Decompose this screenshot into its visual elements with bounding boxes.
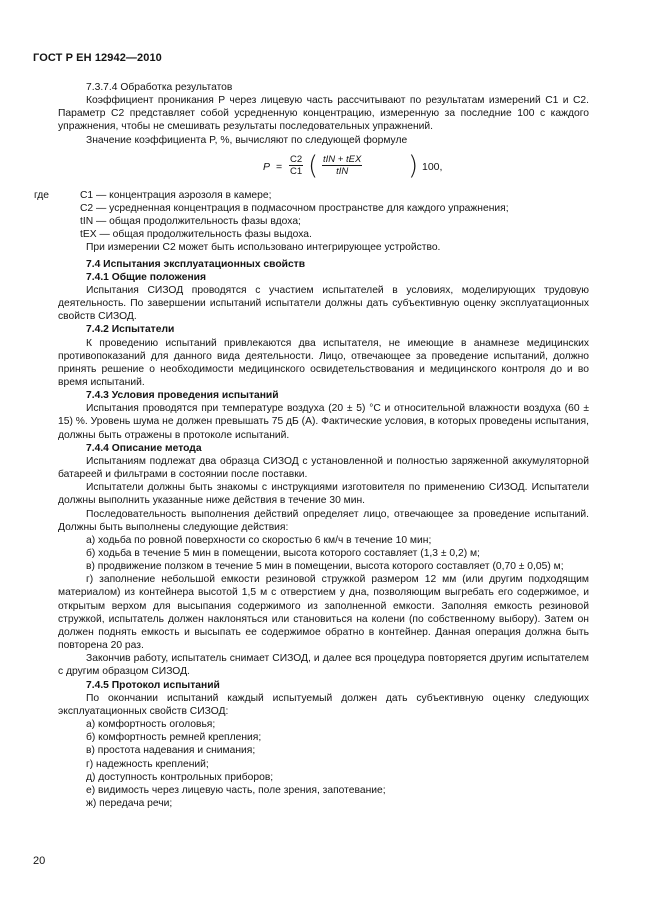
section-heading-7-4: 7.4 Испытания эксплуатационных свойств bbox=[86, 258, 306, 270]
list-item: а) ходьба по ровной поверхности со скоростью 6 км/ч в течение 10 мин; bbox=[86, 534, 432, 546]
section-heading-7-4-2: 7.4.2 Испытатели bbox=[86, 324, 175, 336]
definition-item: C1 — концентрация аэрозоля в камере; bbox=[80, 189, 272, 201]
paragraph: При измерении C2 может быть использовано интегрирующее устройство. bbox=[86, 242, 441, 254]
page-header: ГОСТ Р ЕН 12942—2010 bbox=[33, 52, 162, 64]
formula-c2: C2 bbox=[290, 153, 303, 165]
paragraph: По окончании испытаний каждый испытуемый должен дать субъективную оценку следующих эксплуатационных свойств СИЗОД: bbox=[58, 692, 589, 717]
paragraph: Испытаниям подлежат два образца СИЗОД с установленной и полностью заряженной аккумуляторной батареей и фильтрами в состоянии после поставки. bbox=[58, 455, 589, 481]
formula bbox=[58, 149, 589, 187]
where-label: где bbox=[34, 189, 50, 201]
formula-denominator: tIN bbox=[336, 165, 349, 177]
definitions bbox=[34, 189, 589, 242]
definition-item: tEX — общая продолжительность фазы выдоха. bbox=[80, 229, 312, 241]
list-item: в) продвижение ползком в течение 5 мин в помещении, высота которого составляет (0,70 ± 0,05) м; bbox=[86, 561, 564, 573]
definition-item: C2 — усредненная концентрация в подмасочном пространстве для каждого упражнения; bbox=[80, 202, 509, 214]
formula-c1: C1 bbox=[290, 165, 303, 177]
paragraph: Последовательность выполнения действий определяет лицо, отвечающее за проведение испытаний. Должны быть выполнены следующие действия: bbox=[58, 508, 589, 533]
paragraph: Значение коэффициента P, %, вычисляют по следующей формуле bbox=[86, 134, 408, 146]
list-item: г) заполнение небольшой емкости резиновой стружкой размером 12 мм (или другим подходящим материалом) из контейнера высотой 1,5 м с отверстием у дна, позволяющим выгребать его содержимое, и открытым верхом для высыпания содержимого из заполненной емкости. Заполняя емкость резиновой стружкой, испытатель должен наклоняться или становиться на колени (по собственному выбору). Затем он должен поднять емкость и высыпать ее содержимое обратно в контейнер. Данная операция должна быть повторена 20 раз. bbox=[58, 574, 589, 652]
paragraph: Коэффициент проникания P через лицевую часть рассчитывают по результатам измерений C1 и C2. Параметр C2 представляет собой усредненную концентрацию, измеренную за последние 100 с каждого упражнения, чтобы не смешивать результаты последовательных упражнений. bbox=[58, 95, 589, 133]
paragraph: Испытания проводятся при температуре воздуха (20 ± 5) °С и относительной влажности воздуха (60 ± 15) %. Уровень шума не должен превышать 75 дБ (А). Фактические условия, в которых проведены испытания, должны быть отражены в протоколе испытаний. bbox=[58, 403, 589, 441]
section-heading-7-4-3: 7.4.3 Условия проведения испытаний bbox=[86, 390, 279, 402]
fraction-c2-c1 bbox=[289, 154, 303, 177]
list-item: ж) передача речи; bbox=[86, 797, 173, 809]
formula-numerator: tIN + tEX bbox=[323, 153, 362, 165]
definition-item: tIN — общая продолжительность фазы вдоха; bbox=[80, 216, 301, 228]
page-body bbox=[34, 81, 589, 810]
paragraph: Испытатели должны быть знакомы с инструкциями изготовителя по применению СИЗОД. Испытатели должны выполнить указанные ниже действия в течение 30 мин. bbox=[58, 482, 589, 507]
list-item: д) доступность контрольных приборов; bbox=[86, 771, 274, 783]
list-item: в) простота надевания и снимания; bbox=[86, 745, 256, 757]
formula-equals: = bbox=[276, 160, 283, 173]
formula-left-paren: ( bbox=[308, 150, 319, 181]
formula-hundred: 100, bbox=[422, 160, 443, 173]
list-item: е) видимость через лицевую часть, поле зрения, запотевание; bbox=[86, 784, 386, 796]
section-heading-7-4-1: 7.4.1 Общие положения bbox=[86, 271, 206, 283]
list-item: а) комфортность оголовья; bbox=[86, 719, 216, 731]
paragraph: К проведению испытаний привлекаются два испытателя, не имеющие в анамнезе медицинских противопоказаний для данного вида деятельности. Лицо, отвечающее за проведение испытаний, должно принять решение о необходимости медицинского освидетельствования и медицинского контроля до и во время испытаний. bbox=[58, 337, 589, 388]
section-heading-7-4-5: 7.4.5 Протокол испытаний bbox=[86, 679, 220, 691]
page-number: 20 bbox=[33, 855, 46, 867]
fraction-time bbox=[322, 154, 362, 177]
list-item: б) ходьба в течение 5 мин в помещении, высота которого составляет (1,3 ± 0,2) м; bbox=[86, 548, 480, 559]
list-item: г) надежность креплений; bbox=[86, 758, 209, 770]
section-heading-7-4-4: 7.4.4 Описание метода bbox=[86, 442, 202, 454]
list-item: б) комфортность ремней крепления; bbox=[86, 732, 262, 744]
section-heading-7-3-7-4: 7.3.7.4 Обработка результатов bbox=[86, 82, 233, 93]
paragraph: Закончив работу, испытатель снимает СИЗОД, и далее вся процедура повторяется другим испытателем с другим образцом СИЗОД. bbox=[58, 653, 589, 678]
formula-p: P bbox=[263, 160, 271, 173]
paragraph: Испытания СИЗОД проводятся с участием испытателей в условиях, моделирующих трудовую деятельность. По завершении испытаний испытатели должны дать субъективную оценку эксплуатационных свойств СИЗОД. bbox=[58, 284, 589, 323]
formula-right-paren: ) bbox=[408, 150, 419, 181]
